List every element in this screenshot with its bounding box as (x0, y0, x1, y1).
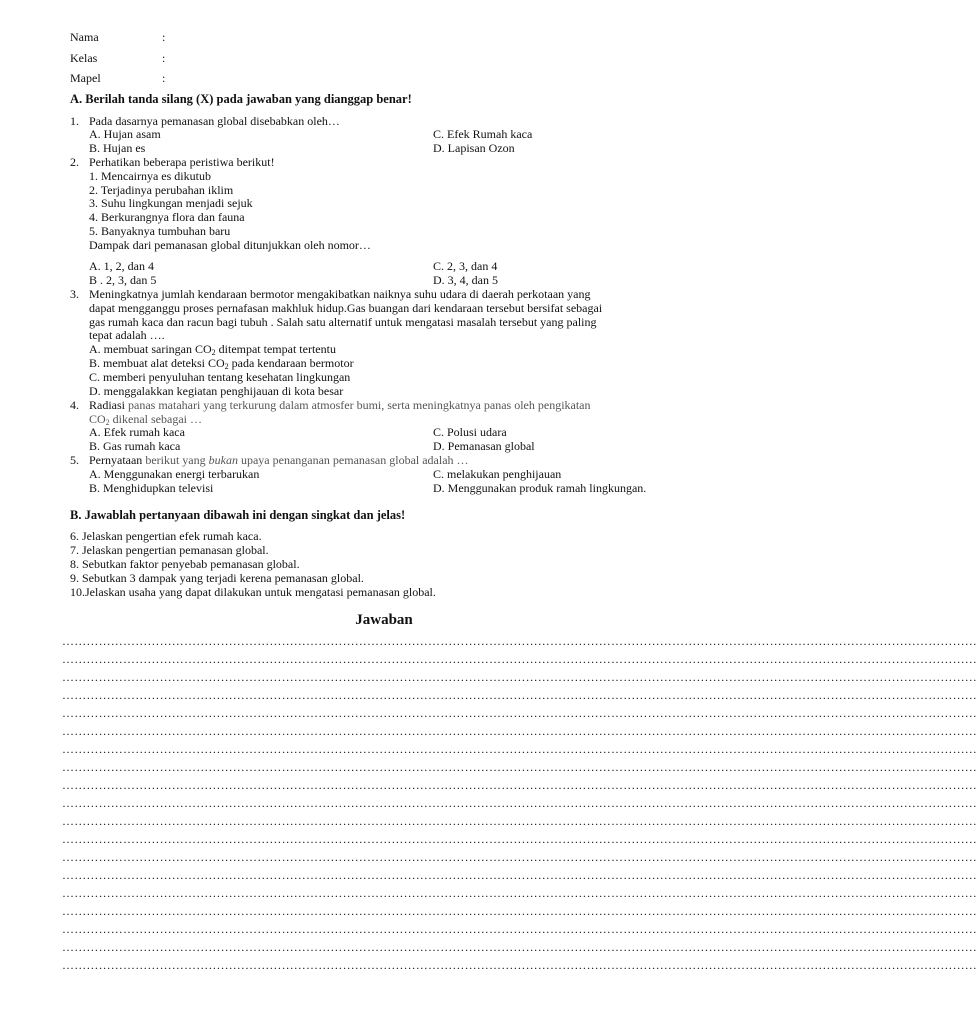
q1-option-d[interactable]: D. Lapisan Ozon (433, 141, 515, 155)
answer-line[interactable]: ……………………………………………………………………………………………………………………………………………………………………………………………………… (62, 904, 977, 918)
essay-question: 8. Sebutkan faktor penyebab pemanasan global. (70, 557, 300, 571)
q5-option-b[interactable]: B. Menghidupkan televisi (89, 481, 214, 495)
q3-option-a-pre: A. membuat saringan CO (89, 342, 212, 356)
q3-option-a-post: ditempat tempat tertentu (215, 342, 336, 356)
q2-prompt: Dampak dari pemanasan global ditunjukkan oleh nomor… (89, 238, 371, 252)
q2-option-c[interactable]: C. 2, 3, dan 4 (433, 259, 498, 273)
q4-option-d[interactable]: D. Pemanasan global (433, 439, 535, 453)
q1-number: 1. (70, 114, 79, 128)
q3-option-c[interactable]: C. memberi penyuluhan tentang kesehatan lingkungan (89, 370, 351, 384)
q1-option-b[interactable]: B. Hujan es (89, 141, 146, 155)
answer-line[interactable]: ……………………………………………………………………………………………………………………………………………………………………………………………………… (62, 886, 977, 900)
q2-option-b[interactable]: B . 2, 3, dan 5 (89, 273, 157, 287)
essay-question: 6. Jelaskan pengertian efek rumah kaca. (70, 529, 262, 543)
q3-option-a-sub: 2 (211, 348, 216, 357)
q4-text-gray: panas matahari yang terkurung dalam atmosfer bumi, serta meningkatnya panas oleh pengikatan (125, 398, 591, 412)
q3-text-line: Meningkatnya jumlah kendaraan bermotor mengakibatkan naiknya suhu udara di daerah perkotaan yang (89, 287, 591, 301)
answer-line[interactable]: ……………………………………………………………………………………………………………………………………………………………………………………………………… (62, 958, 977, 972)
q3-option-d[interactable]: D. menggalakkan kegiatan penghijauan di kota besar (89, 384, 344, 398)
q2-option-a[interactable]: A. 1, 2, dan 4 (89, 259, 154, 273)
q1-option-a[interactable]: A. Hujan asam (89, 127, 161, 141)
q1-text: Pada dasarnya pemanasan global disebabkan oleh… (89, 114, 340, 128)
q1-option-c[interactable]: C. Efek Rumah kaca (433, 127, 533, 141)
q4-line2-pre: CO (89, 412, 106, 426)
q5-text-gray2: upaya penanganan pemanasan global adalah … (237, 453, 469, 467)
q3-number: 3. (70, 287, 79, 301)
q5-text-dark: Pernyataan (89, 453, 143, 467)
answer-line[interactable]: ……………………………………………………………………………………………………………………………………………………………………………………………………… (62, 850, 977, 864)
q2-item: 4. Berkurangnya flora dan fauna (89, 210, 245, 224)
q2-item: 5. Banyaknya tumbuhan baru (89, 224, 231, 238)
q3-text-line: gas rumah kaca dan racun bagi tubuh . Salah satu alternatif untuk mengatasi masalah tersebut yang paling (89, 315, 597, 329)
q5-text-gray1: berikut yang (142, 453, 209, 467)
q4-option-b[interactable]: B. Gas rumah kaca (89, 439, 181, 453)
q4-number: 4. (70, 398, 79, 412)
q4-option-c[interactable]: C. Polusi udara (433, 425, 507, 439)
answer-line[interactable]: ……………………………………………………………………………………………………………………………………………………………………………………………………… (62, 670, 977, 684)
q2-text: Perhatikan beberapa peristiwa berikut! (89, 155, 275, 169)
essay-question: 10.Jelaskan usaha yang dapat dilakukan untuk mengatasi pemanasan global. (70, 585, 436, 599)
answer-line[interactable]: ……………………………………………………………………………………………………………………………………………………………………………………………………… (62, 940, 977, 954)
answer-line[interactable]: ……………………………………………………………………………………………………………………………………………………………………………………………………… (62, 742, 977, 756)
q4-text (89, 398, 591, 412)
q2-number: 2. (70, 155, 79, 169)
answer-line[interactable]: ……………………………………………………………………………………………………………………………………………………………………………………………………… (62, 724, 977, 738)
answer-line[interactable]: ……………………………………………………………………………………………………………………………………………………………………………………………………… (62, 832, 977, 846)
answer-line[interactable]: ……………………………………………………………………………………………………………………………………………………………………………………………………… (62, 796, 977, 810)
q5-option-a[interactable]: A. Menggunakan energi terbarukan (89, 467, 260, 481)
q4-line2-post: dikenal sebagai … (109, 412, 202, 426)
answer-line[interactable]: ……………………………………………………………………………………………………………………………………………………………………………………………………… (62, 688, 977, 702)
q3-option-b-post: pada kendaraan bermotor (228, 356, 354, 370)
section-a-title: A. Berilah tanda silang (X) pada jawaban yang dianggap benar! (70, 92, 412, 106)
answer-line[interactable]: ……………………………………………………………………………………………………………………………………………………………………………………………………… (62, 814, 977, 828)
q5-text (89, 453, 469, 467)
answer-line[interactable]: ……………………………………………………………………………………………………………………………………………………………………………………………………… (62, 706, 977, 720)
q4-option-a[interactable]: A. Efek rumah kaca (89, 425, 185, 439)
q5-text-italic: bukan (208, 453, 238, 467)
subject-label: Mapel (70, 71, 101, 85)
q3-text-line: tepat adalah …. (89, 328, 165, 342)
subject-colon: : (162, 71, 166, 85)
q4-text-dark: Radiasi (89, 398, 125, 412)
q4-text-line2 (89, 412, 202, 426)
section-b-title: B. Jawablah pertanyaan dibawah ini dengan singkat dan jelas! (70, 508, 406, 522)
q3-option-b-sub: 2 (224, 362, 229, 371)
essay-question: 9. Sebutkan 3 dampak yang terjadi kerena pemanasan global. (70, 571, 364, 585)
q2-item: 3. Suhu lingkungan menjadi sejuk (89, 196, 253, 210)
q3-option-b-pre: B. membuat alat deteksi CO (89, 356, 225, 370)
answer-line[interactable]: ……………………………………………………………………………………………………………………………………………………………………………………………………… (62, 778, 977, 792)
name-label: Nama (70, 30, 99, 44)
q5-option-c[interactable]: C. melakukan penghijauan (433, 467, 562, 481)
class-label: Kelas (70, 51, 98, 65)
q5-number: 5. (70, 453, 79, 467)
q3-text-line: dapat mengganggu proses pernafasan makhluk hidup.Gas buangan dari kendaraan tersebut bersifat sebagai (89, 301, 603, 315)
answer-line[interactable]: ……………………………………………………………………………………………………………………………………………………………………………………………………… (62, 652, 977, 666)
answer-line[interactable]: ……………………………………………………………………………………………………………………………………………………………………………………………………… (62, 868, 977, 882)
q5-option-d[interactable]: D. Menggunakan produk ramah lingkungan. (433, 481, 647, 495)
q3-option-b[interactable] (89, 356, 354, 370)
q3-option-a[interactable] (89, 342, 336, 356)
q4-line2-sub: 2 (105, 418, 110, 427)
q2-item: 1. Mencairnya es dikutub (89, 169, 211, 183)
q2-item: 2. Terjadinya perubahan iklim (89, 183, 234, 197)
answer-line[interactable]: ……………………………………………………………………………………………………………………………………………………………………………………………………… (62, 922, 977, 936)
answer-line[interactable]: ……………………………………………………………………………………………………………………………………………………………………………………………………… (62, 634, 977, 648)
essay-question: 7. Jelaskan pengertian pemanasan global. (70, 543, 269, 557)
class-colon: : (162, 51, 166, 65)
answer-line[interactable]: ……………………………………………………………………………………………………………………………………………………………………………………………………… (62, 760, 977, 774)
name-colon: : (162, 30, 166, 44)
q2-option-d[interactable]: D. 3, 4, dan 5 (433, 273, 498, 287)
answer-title: Jawaban (355, 612, 413, 628)
